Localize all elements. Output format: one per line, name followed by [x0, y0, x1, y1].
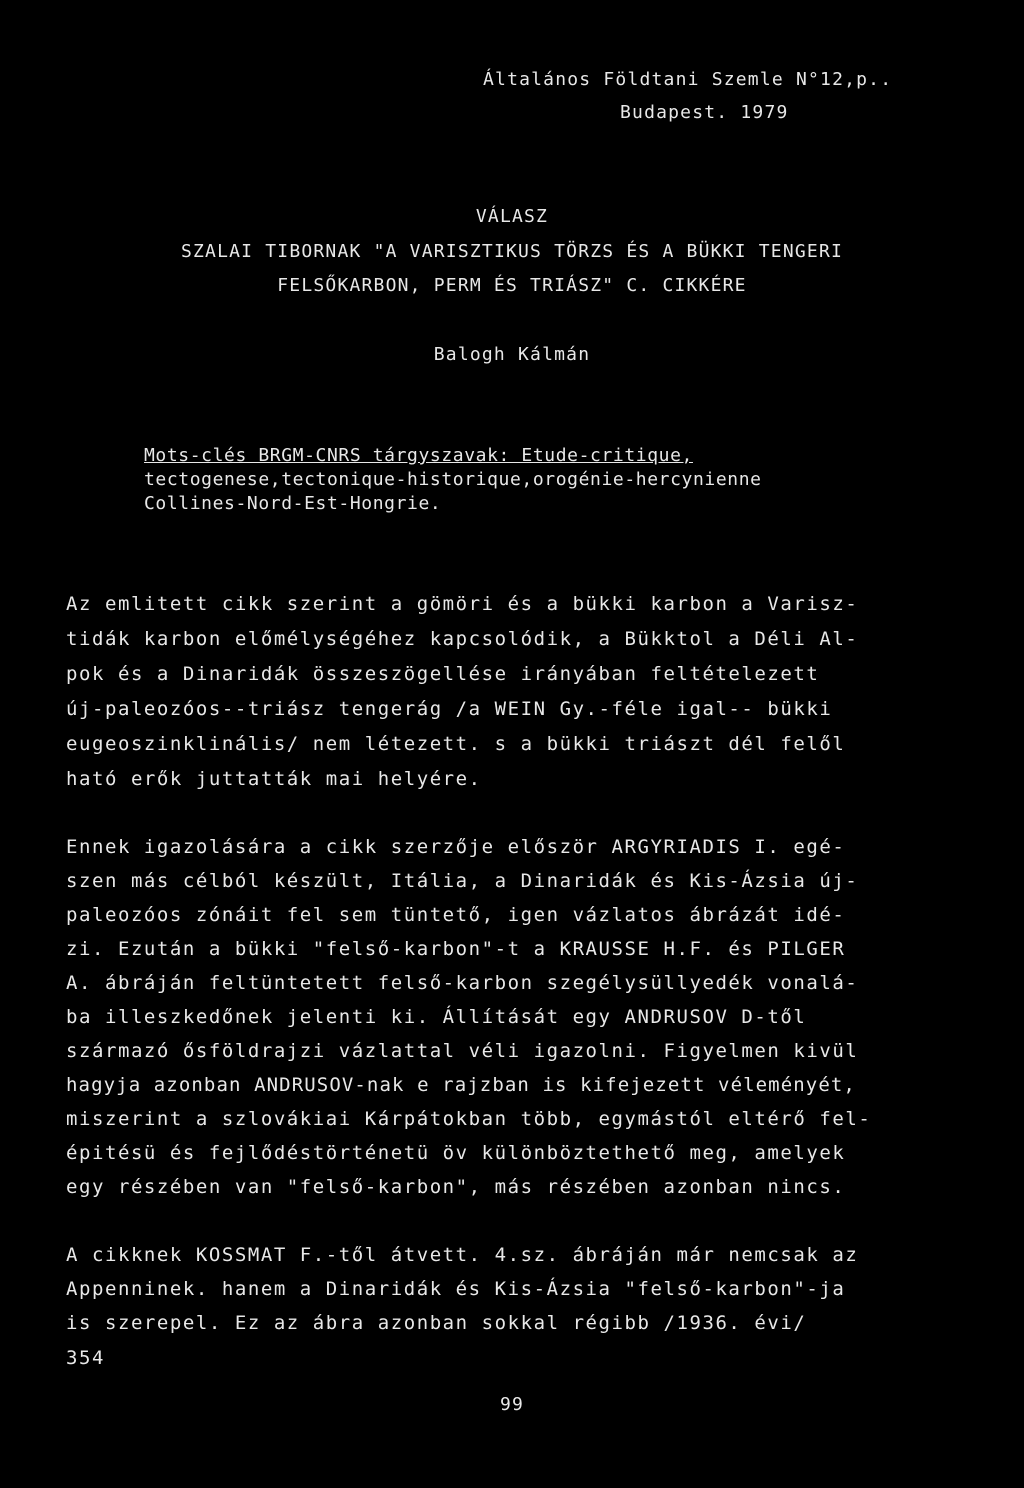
reference-number: 354: [66, 1347, 105, 1369]
keywords-line-2: tectogenese,tectonique-historique,orogénie-hercynienne: [144, 469, 762, 490]
paragraph-line: Az emlitett cikk szerint a gömöri és a bükki karbon a Varisz-: [66, 593, 859, 615]
paragraph-line: A cikknek KOSSMAT F.-től átvett. 4.sz. ábráján már nemcsak az: [66, 1244, 859, 1266]
paragraph-line: ba illeszkedőnek jelenti ki. Állítását egy ANDRUSOV D-től: [66, 1006, 807, 1028]
paragraph-line: pok és a Dinaridák összeszögellése irányában feltételezett: [66, 663, 820, 685]
title-line-1: VÁLASZ: [475, 206, 549, 227]
paragraph-line: szen más célból készült, Itália, a Dinaridák és Kis-Ázsia új-: [66, 870, 859, 892]
paragraph-line: Ennek igazolására a cikk szerzője először ARGYRIADIS I. egé-: [66, 836, 846, 858]
paragraph-line: Appenninek. hanem a Dinaridák és Kis-Ázsia "felső-karbon"-ja: [66, 1278, 846, 1300]
keywords-line-3: Collines-Nord-Est-Hongrie.: [144, 493, 442, 514]
title-line-3: FELSŐKARBON, PERM ÉS TRIÁSZ" C. CIKKÉRE: [277, 275, 747, 296]
paragraph-line: tidák karbon előmélységéhez kapcsolódik, a Bükktol a Déli Al-: [66, 628, 859, 650]
paragraph-line: eugeoszinklinális/ nem létezett. s a bükki triászt dél felől: [66, 733, 846, 755]
page-number: 99: [499, 1394, 525, 1415]
paragraph-line: új-paleozóos--triász tengerág /a WEIN Gy.-féle igal-- bükki: [66, 698, 833, 720]
author: Balogh Kálmán: [433, 344, 591, 365]
paragraph-line: miszerint a szlovákiai Kárpátokban több, egymástól eltérő fel-: [66, 1108, 872, 1130]
paragraph-line: hagyja azonban ANDRUSOV-nak e rajzban is kifejezett véleményét,: [66, 1074, 856, 1096]
paragraph-line: származó ősföldrajzi vázlattal véli igazolni. Figyelmen kivül: [66, 1040, 859, 1062]
keywords-line-1: Mots-clés BRGM-CNRS tárgyszavak: Etude-critique,: [144, 445, 693, 466]
paragraph-line: zi. Ezután a bükki "felső-karbon"-t a KRAUSSE H.F. és PILGER: [66, 938, 846, 960]
journal-header: Általános Földtani Szemle N°12,p..: [483, 69, 893, 90]
paragraph-line: is szerepel. Ez az ábra azonban sokkal régibb /1936. évi/: [66, 1312, 807, 1334]
paragraph-line: egy részében van "felső-karbon", más részében azonban nincs.: [66, 1176, 846, 1198]
place-year: Budapest. 1979: [620, 102, 789, 123]
paragraph-line: A. ábráján feltüntetett felső-karbon szegélysüllyedék vonalá-: [66, 972, 859, 994]
paragraph-line: paleozóos zónáit fel sem tüntető, igen vázlatos ábrázát idé-: [66, 904, 846, 926]
paragraph-line: ható erők juttatták mai helyére.: [66, 768, 482, 790]
title-line-2: SZALAI TIBORNAK "A VARISZTIKUS TÖRZS ÉS A BÜKKI TENGERI: [180, 241, 844, 262]
paragraph-line: épitésü és fejlődéstörténetü öv különböztethető meg, amelyek: [66, 1142, 846, 1164]
